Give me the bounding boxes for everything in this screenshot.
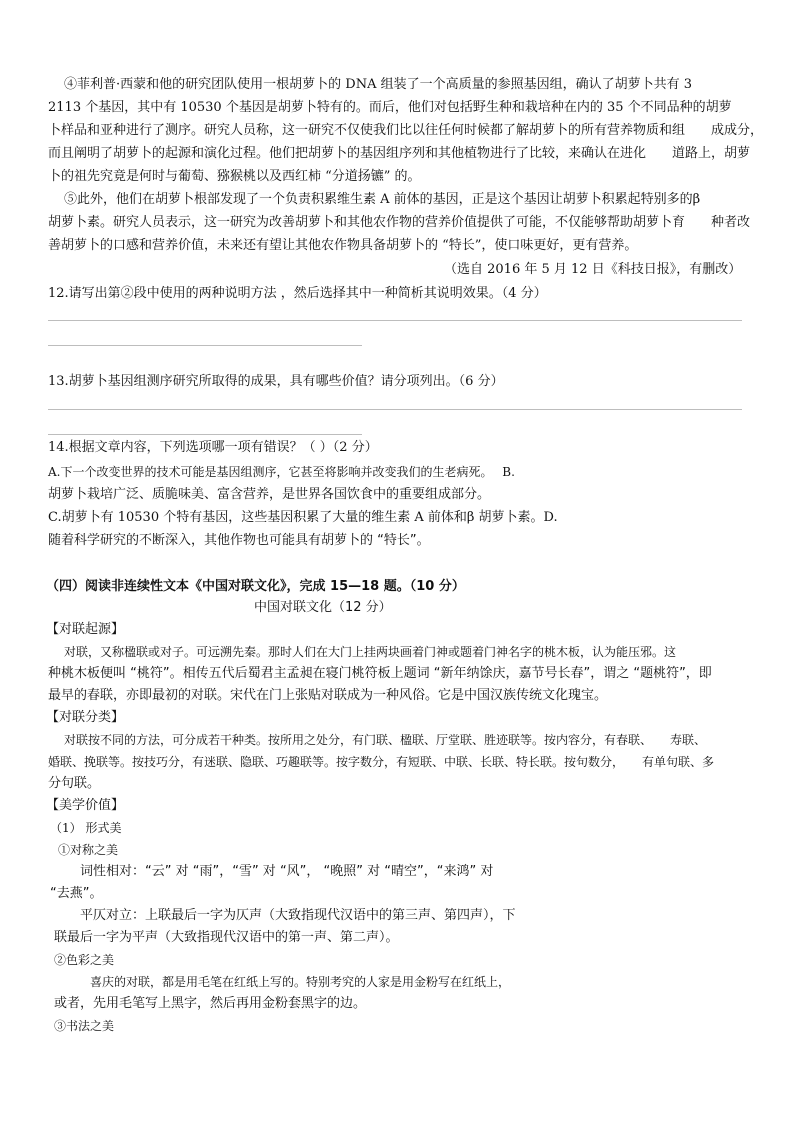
form-beauty-label: （1） 形式美 [50,821,122,835]
answer-line-12b[interactable] [48,345,362,346]
symmetry-line-2: “去燕”。 [50,886,103,901]
symmetry-label: ①对称之美 [58,843,119,857]
paragraph-4-line-4: 而且阐明了胡萝卜的起源和演化过程。他们把胡萝卜的基因组序列和其他植物进行了比较，来确认在进化 道路上，胡萝 [48,146,751,161]
color-line-2: 或者，先用毛笔写上黑字，然后再用金粉套黑字的边。 [54,996,367,1011]
color-beauty-label: ②色彩之美 [54,953,115,967]
classification-label: 【对联分类】 [46,710,125,725]
question-12: 12.请写出第②段中使用的两种说明方法 ，然后选择其中一种简析其说明效果。（4 分） [48,286,547,301]
symmetry-line-1: 词性相对：“云” 对 “雨”，“雪” 对 “风”， “晚照” 对 “晴空”，“来鸿” 对 [80,864,494,879]
paragraph-4-line-2: 2113 个基因，其中有 10530 个基因是胡萝卜特有的。而后，他们对包括野生种和栽培种在内的 35 个不同品种的胡萝 [48,100,732,115]
paragraph-5-line-1: ⑤此外，他们在胡萝卜根部发现了一个负责积累维生素 A 前体的基因，正是这个基因让胡萝卜积累起特别多的β [64,192,701,207]
classification-line-3: 分句联。 [48,776,101,791]
paragraph-5-line-3: 善胡萝卜的口感和营养价值，未来还有望让其他农作物具备胡萝卜的 “特长”，使口味更好，更有营养。 [48,238,638,253]
symmetry-line-3: 平仄对立：上联最后一字为仄声（大致指现代汉语中的第三声、第四声），下 [80,908,516,923]
color-line-1: 喜庆的对联，都是用毛笔在红纸上写的。特别考究的人家是用金粉写在红纸上， [90,975,511,989]
paragraph-4-line-1: ④菲利普·西蒙和他的研究团队使用一根胡萝卜的 DNA 组装了一个高质量的参照基因组，确认了胡萝卜共有 3 [64,77,692,92]
answer-line-12a[interactable] [48,320,742,321]
answer-line-13b[interactable] [48,434,362,435]
question-14-option-b: 胡萝卜栽培广泛、质脆味美、富含营养，是世界各国饮食中的重要组成部分。 [48,487,491,502]
paragraph-5-line-2: 胡萝卜素。研究人员表示，这一研究为改善胡萝卜和其他农作物的营养价值提供了可能，不仅能够帮助胡萝卜育 种者改 [48,215,751,230]
classification-line-2: 婚联、挽联等。按技巧分，有迷联、隐联、巧趣联等。按字数分，有短联、中联、长联、特长联。按句数分， 有单句联、多 [48,755,715,769]
question-14: 14.根据文章内容，下列选项哪一项有错误？（ ）（2 分） [48,440,378,455]
article-title: 中国对联文化（12 分） [254,600,392,615]
paragraph-4-line-5: 卜的祖先究竟是何时与葡萄、猕猴桃以及西红柿 “分道扬镳” 的。 [48,169,421,184]
classification-line-1: 对联按不同的方法，可分成若干种类。按所用之处分，有门联、楹联、厅堂联、胜迹联等。按内容分，有春联、 寿联、 [64,733,707,747]
aesthetic-label: 【美学价值】 [46,798,125,813]
origin-line-3: 最早的春联，亦即最初的对联。宋代在门上张贴对联成为一种风俗。它是中国汉族传统文化瑰宝。 [48,688,608,703]
answer-line-13a[interactable] [48,409,742,410]
origin-line-2: 种桃木板便叫 “桃符”。相传五代后蜀君主孟昶在寝门桃符板上题词 “新年纳馀庆，嘉节号长春”，谓之 “题桃符”，即 [48,666,712,681]
origin-line-1: 对联，又称楹联或对子。可远溯先秦。那时人们在大门上挂两块画着门神或题着门神名字的桃木板，认为能压邪。这 [64,645,677,659]
calligraphy-beauty-label: ③书法之美 [54,1019,115,1033]
question-14-option-a: A.下一个改变世界的技术可能是基因组测序，它甚至将影响并改变我们的生老病死。 B. [48,465,515,479]
question-14-option-d: 随着科学研究的不断深入，其他作物也可能具有胡萝卜的 “特长”。 [48,533,430,548]
section-4-heading: （四）阅读非连续性文本《中国对联文化》，完成 15—18 题。（10 分） [46,579,465,594]
source-citation: （选自 2016 年 5 月 12 日《科技日报》，有删改） [444,262,742,277]
paragraph-4-line-3: 卜样品和亚种进行了测序。研究人员称，这一研究不仅使我们比以往任何时候都了解胡萝卜的所有营养物质和组 成成分， [48,123,764,138]
question-13: 13.胡萝卜基因组测序研究所取得的成果，具有哪些价值？请分项列出。（6 分） [48,374,504,389]
symmetry-line-4: 联最后一字为平声（大致指现代汉语中的第一声、第二声）。 [54,930,399,945]
origin-label: 【对联起源】 [46,622,125,637]
question-14-option-c: C.胡萝卜有 10530 个特有基因，这些基因积累了大量的维生素 A 前体和β 胡萝卜素。D. [48,510,558,525]
